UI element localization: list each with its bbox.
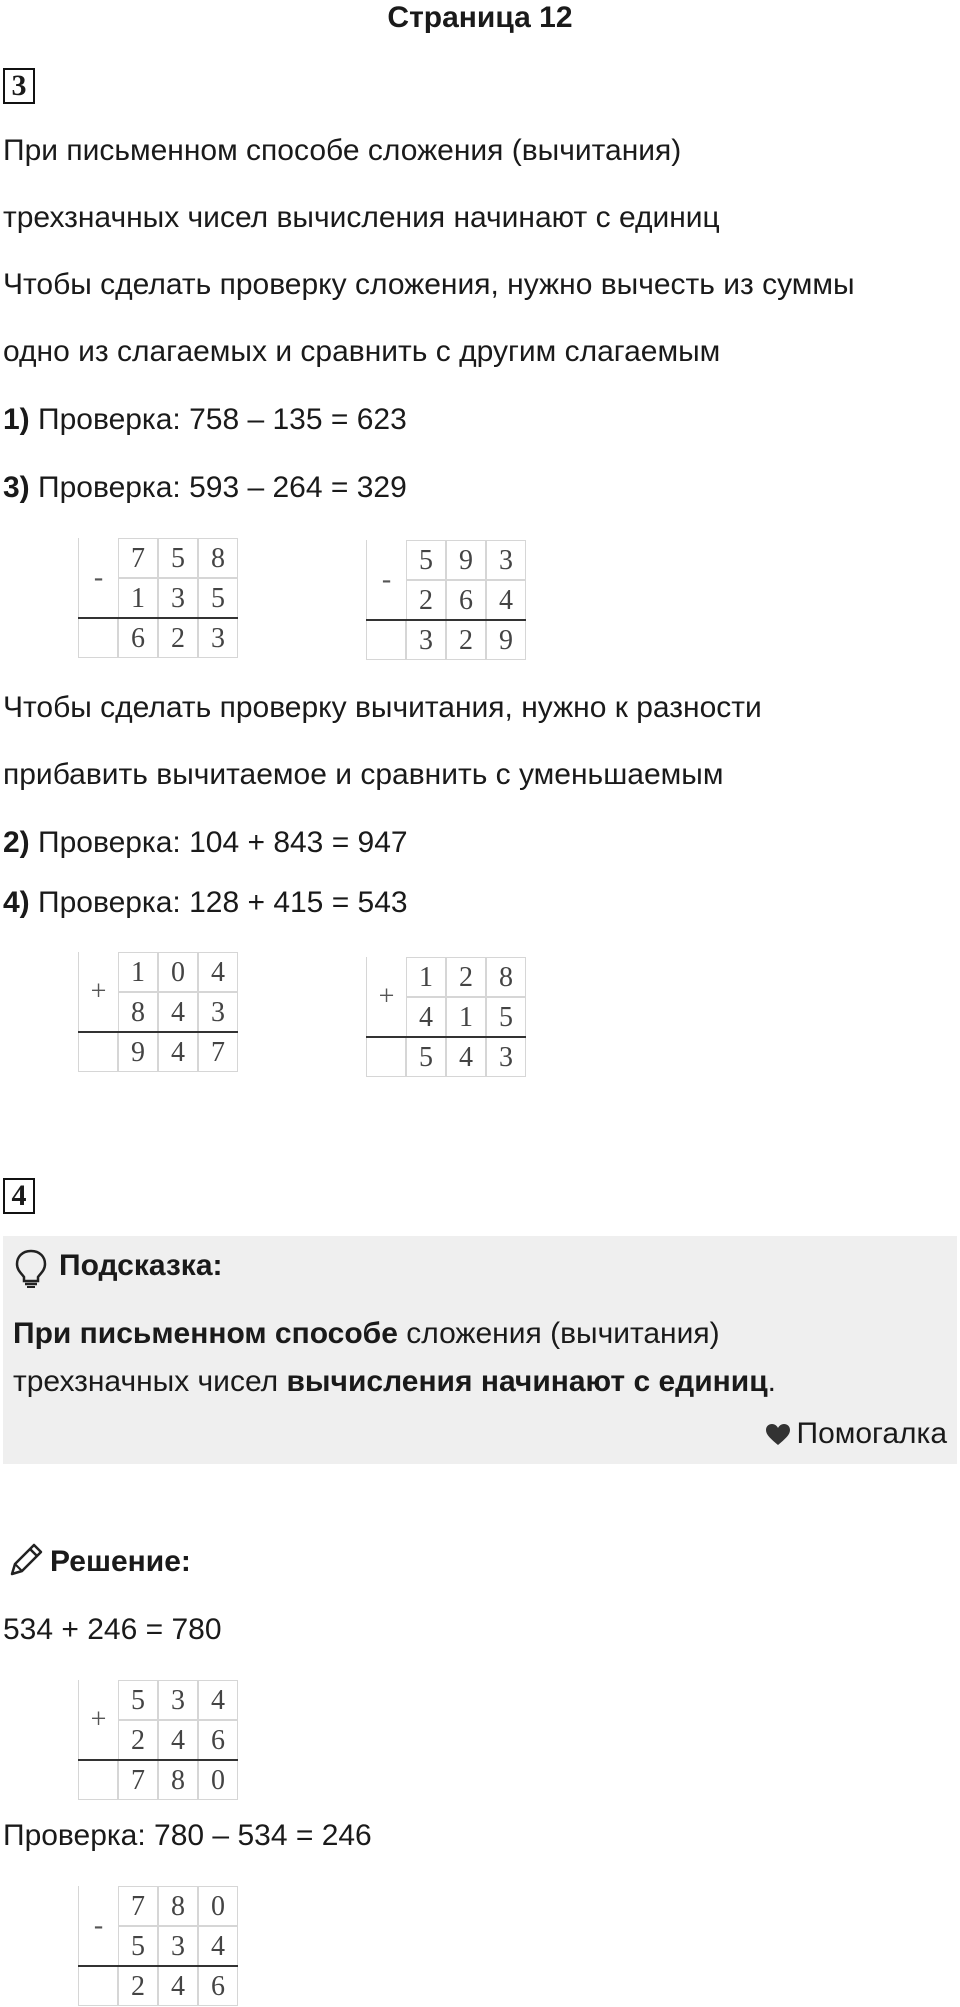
operation-sign: + (78, 952, 118, 1032)
operation-sign: - (366, 540, 406, 620)
digit-cell: 4 (446, 1037, 486, 1077)
digit-cell: 1 (118, 952, 158, 992)
brand-label (765, 1414, 948, 1454)
check-text: Проверка: 758 – 135 = 623 (38, 403, 407, 436)
page-title: Страница 12 (387, 1, 573, 34)
digit-cell: 7 (118, 1886, 158, 1926)
task3-line-1: При письменном способе сложения (вычитания) (3, 134, 682, 167)
digit-cell: 2 (406, 580, 446, 620)
check-label: 1) (3, 403, 30, 436)
digit-cell: 2 (446, 957, 486, 997)
result-line (366, 1036, 526, 1038)
digit-cell: 3 (406, 620, 446, 660)
operation-sign: - (78, 538, 118, 618)
digit-cell: 5 (486, 997, 526, 1037)
digit-cell: 8 (198, 538, 238, 578)
digit-cell: 9 (118, 1032, 158, 1072)
digit-cell: 2 (118, 1966, 158, 2006)
digit-cell: 5 (158, 538, 198, 578)
task-number-3: 3 (3, 68, 35, 104)
digit-cell: 6 (118, 618, 158, 658)
operation-sign: + (78, 1680, 118, 1760)
result-line (78, 617, 238, 619)
operation-sign: - (78, 1886, 118, 1966)
check-3 (3, 470, 407, 506)
hint-text: трехзначных чисел (13, 1365, 287, 1398)
digit-cell: 7 (198, 1032, 238, 1072)
digit-cell: 0 (158, 952, 198, 992)
digit-cell: 4 (158, 1966, 198, 2006)
digit-cell: 3 (198, 992, 238, 1032)
grid-cell (78, 618, 118, 658)
solution-equation: 534 + 246 = 780 (3, 1613, 222, 1646)
grid-cell (78, 1966, 118, 2006)
hint-line-2 (13, 1362, 776, 1402)
digit-cell: 6 (198, 1966, 238, 2006)
task-number-4: 4 (3, 1178, 35, 1214)
digit-cell: 6 (446, 580, 486, 620)
check-text: Проверка: 104 + 843 = 947 (38, 826, 408, 859)
digit-cell: 5 (198, 578, 238, 618)
check-label: 4) (3, 886, 30, 919)
digit-cell: 9 (486, 620, 526, 660)
check-text: Проверка: 593 – 264 = 329 (38, 471, 407, 504)
hint-heading: Подсказка: (59, 1249, 223, 1282)
check-label: 3) (3, 471, 30, 504)
hint-text: сложения (вычитания) (397, 1317, 720, 1350)
digit-cell: 3 (486, 1037, 526, 1077)
task3-line-3: Чтобы сделать проверку сложения, нужно вычесть из суммы (3, 268, 855, 301)
digit-cell: 3 (198, 618, 238, 658)
digit-cell: 1 (446, 997, 486, 1037)
digit-cell: 3 (158, 1680, 198, 1720)
grid-cell (78, 1760, 118, 1800)
check-label: 2) (3, 826, 30, 859)
digit-cell: 5 (406, 1037, 446, 1077)
grid-cell (366, 1037, 406, 1077)
solution-check: Проверка: 780 – 534 = 246 (3, 1819, 372, 1852)
hint-panel (3, 1236, 957, 1464)
digit-cell: 5 (118, 1680, 158, 1720)
digit-cell: 7 (118, 1760, 158, 1800)
digit-cell: 4 (158, 1720, 198, 1760)
operation-sign: + (366, 957, 406, 1037)
digit-cell: 8 (158, 1760, 198, 1800)
digit-cell: 8 (158, 1886, 198, 1926)
check-1 (3, 402, 407, 438)
digit-cell: 4 (198, 1680, 238, 1720)
hint-bold: вычисления начинают с единиц (286, 1365, 768, 1398)
digit-cell: 7 (118, 538, 158, 578)
brand-name: Помогалка (796, 1417, 947, 1450)
result-line (78, 1759, 238, 1761)
digit-cell: 8 (118, 992, 158, 1032)
digit-cell: 8 (486, 957, 526, 997)
heart-icon (765, 1423, 791, 1447)
digit-cell: 4 (406, 997, 446, 1037)
digit-cell: 5 (118, 1926, 158, 1966)
digit-cell: 1 (118, 578, 158, 618)
digit-cell: 5 (406, 540, 446, 580)
digit-cell: 3 (486, 540, 526, 580)
digit-cell: 3 (158, 1926, 198, 1966)
result-line (366, 619, 526, 621)
task3-line-2: трехзначных чисел вычисления начинают с единиц (3, 201, 720, 234)
result-line (78, 1031, 238, 1033)
pencil-icon (6, 1540, 46, 1580)
task3-line-6: прибавить вычитаемое и сравнить с уменьшаемым (3, 758, 724, 791)
check-2 (3, 825, 408, 861)
hint-text: . (767, 1365, 776, 1398)
digit-cell: 2 (446, 620, 486, 660)
digit-cell: 4 (198, 952, 238, 992)
digit-cell: 4 (486, 580, 526, 620)
digit-cell: 4 (158, 1032, 198, 1072)
check-text: Проверка: 128 + 415 = 543 (38, 886, 408, 919)
check-4 (3, 885, 408, 921)
result-line (78, 1965, 238, 1967)
digit-cell: 4 (198, 1926, 238, 1966)
solution-heading: Решение: (50, 1545, 191, 1578)
grid-cell (78, 1032, 118, 1072)
digit-cell: 6 (198, 1720, 238, 1760)
digit-cell: 0 (198, 1886, 238, 1926)
grid-cell (366, 620, 406, 660)
digit-cell: 2 (158, 618, 198, 658)
digit-cell: 3 (158, 578, 198, 618)
lightbulb-icon (13, 1248, 49, 1288)
task3-line-4: одно из слагаемых и сравнить с другим слагаемым (3, 335, 721, 368)
digit-cell: 9 (446, 540, 486, 580)
digit-cell: 2 (118, 1720, 158, 1760)
digit-cell: 1 (406, 957, 446, 997)
hint-line-1 (13, 1314, 720, 1354)
digit-cell: 4 (158, 992, 198, 1032)
digit-cell: 0 (198, 1760, 238, 1800)
hint-bold: При письменном способе (13, 1317, 398, 1350)
task3-line-5: Чтобы сделать проверку вычитания, нужно к разности (3, 691, 762, 724)
